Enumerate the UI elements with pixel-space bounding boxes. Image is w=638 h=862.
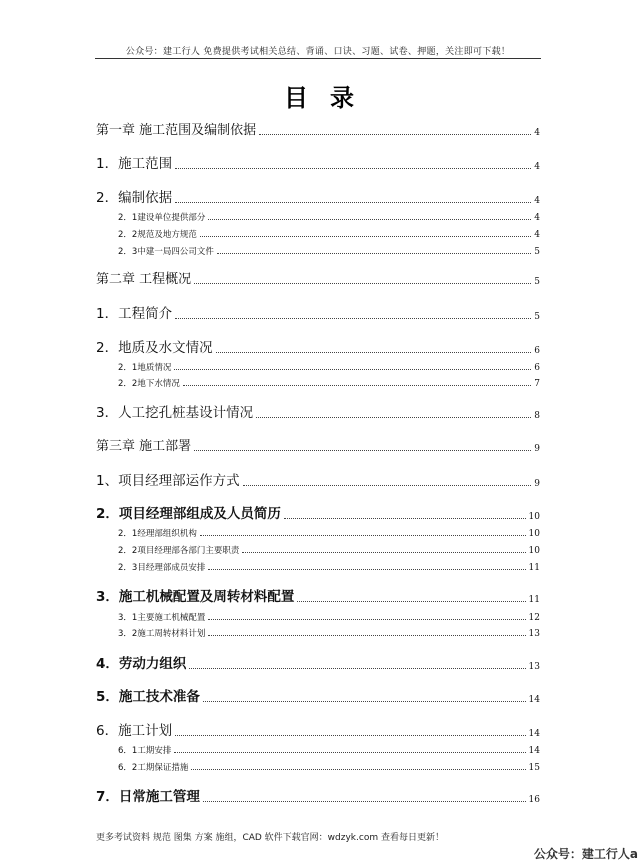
toc-subsection[interactable] [118,228,540,240]
leader-dots [194,283,531,284]
toc-page-number: 10 [528,529,540,539]
toc-section[interactable] [96,719,540,739]
toc-label: 第一章 施工范围及编制依据 [96,123,257,138]
toc-label: 4．劳动力组织 [96,656,187,672]
toc-subsection[interactable] [118,544,540,556]
leader-dots [203,801,526,802]
toc-label: 3．人工挖孔桩基设计情况 [96,405,254,421]
toc-label: 第三章 施工部署 [96,439,192,454]
toc-page-number: 4 [534,230,540,240]
toc-page-number: 14 [528,695,540,705]
leader-dots [216,352,532,353]
toc-subsection[interactable] [118,744,540,756]
leader-dots [200,535,526,536]
leader-dots [175,735,525,736]
toc-subsection[interactable] [118,361,540,373]
toc-subsection[interactable] [118,627,540,639]
leader-dots [194,450,531,451]
toc-label: 6．2工期保证措施 [118,763,189,773]
toc-section[interactable] [96,502,540,522]
toc-page-number: 9 [534,479,540,489]
toc-label: 2．2项目经理部各部门主要职责 [118,546,240,556]
toc-section[interactable] [96,652,540,672]
toc-label: 1．工程简介 [96,306,173,322]
leader-dots [174,752,525,753]
toc-section[interactable] [96,469,540,489]
leader-dots [208,619,525,620]
toc-section[interactable] [96,685,540,705]
watermark: 公众号：建工行人a [533,847,638,861]
leader-dots [174,369,531,370]
leader-dots [243,485,532,486]
toc-page-number: 10 [528,512,540,522]
leader-dots [256,417,531,418]
toc-page-number: 4 [534,128,540,138]
toc-page-number: 6 [534,363,540,373]
toc-page-number: 13 [528,629,540,639]
toc-label: 7．日常施工管理 [96,789,200,805]
toc-page-number: 14 [528,746,540,756]
toc-label: 6．施工计划 [96,723,173,739]
toc-label: 2．地质及水文情况 [96,340,213,356]
toc-label: 2．3目经理部成员安排 [118,563,206,573]
toc-label: 2．2规范及地方规范 [118,230,197,240]
page-header: 公众号：建工行人 免费提供考试相关总结、背诵、口诀、习题、试卷、押题，关注即可下载！ [125,47,511,57]
leader-dots [175,202,531,203]
toc-chapter-1[interactable] [96,119,540,138]
toc-page-number: 4 [534,162,540,172]
toc-subsection[interactable] [118,245,540,257]
toc-page-number: 11 [528,563,540,573]
leader-dots [200,236,531,237]
toc-label: 2．1建设单位提供部分 [118,213,206,223]
toc-page-number: 5 [534,247,540,257]
toc-label: 1、项目经理部运作方式 [96,473,240,489]
toc-page-number: 11 [528,595,540,605]
toc-section[interactable] [96,186,540,206]
leader-dots [189,668,525,669]
toc-page-number: 5 [534,312,540,322]
toc-page-number: 15 [528,763,540,773]
toc-label: 2．3中建一局四公司文件 [118,247,214,257]
leader-dots [259,134,531,135]
toc-subsection[interactable] [118,211,540,223]
toc-page-number: 12 [528,613,540,623]
toc-label: 5．施工技术准备 [96,689,200,705]
toc-label: 1．施工范围 [96,156,173,172]
leader-dots [208,635,525,636]
toc-page-number: 10 [528,546,540,556]
leader-dots [175,318,531,319]
toc-label: 6．1工期安排 [118,746,172,756]
toc-label: 2．项目经理部组成及人员简历 [96,506,281,522]
toc-page-number: 14 [528,729,540,739]
toc-page-number: 4 [534,196,540,206]
toc-page-number: 13 [528,662,540,672]
leader-dots [191,769,525,770]
toc-page-number: 6 [534,346,540,356]
toc-section[interactable] [96,585,540,605]
toc-subsection[interactable] [118,611,540,623]
toc-label: 3．1主要施工机械配置 [118,613,206,623]
leader-dots [217,253,531,254]
toc-label: 2．编制依据 [96,190,173,206]
leader-dots [175,168,531,169]
toc-label: 3．施工机械配置及周转材料配置 [96,589,295,605]
toc-label: 2．1地质情况 [118,363,172,373]
toc-section[interactable] [96,152,540,172]
toc-label: 2．1经理部组织机构 [118,529,197,539]
leader-dots [183,385,531,386]
toc-section[interactable] [96,302,540,322]
toc-page-number: 8 [534,411,540,421]
leader-dots [297,601,525,602]
toc-chapter-3[interactable] [96,435,540,454]
leader-dots [284,518,526,519]
toc-section[interactable] [96,336,540,356]
toc-section[interactable] [96,401,540,421]
toc-subsection[interactable] [118,377,540,389]
toc-page-number: 5 [534,277,540,287]
page-title: 目录 [284,84,376,112]
page-footer: 更多考试资料 规范 图集 方案 施组，CAD 软件下载官网：wdzyk.com 查看每日更新！ [96,833,444,843]
toc-page-number: 16 [528,795,540,805]
toc-subsection[interactable] [118,761,540,773]
toc-section[interactable] [96,785,540,805]
leader-dots [208,569,525,570]
toc-page-number: 9 [534,444,540,454]
leader-dots [203,701,526,702]
toc-subsection[interactable] [118,561,540,573]
toc-page-number: 4 [534,213,540,223]
toc-label: 2．2地下水情况 [118,379,180,389]
toc-label: 3．2施工周转材料计划 [118,629,206,639]
leader-dots [242,552,525,553]
toc-page-number: 7 [534,379,540,389]
toc-label: 第二章 工程概况 [96,272,192,287]
toc-chapter-2[interactable] [96,268,540,287]
toc-subsection[interactable] [118,527,540,539]
leader-dots [208,219,531,220]
